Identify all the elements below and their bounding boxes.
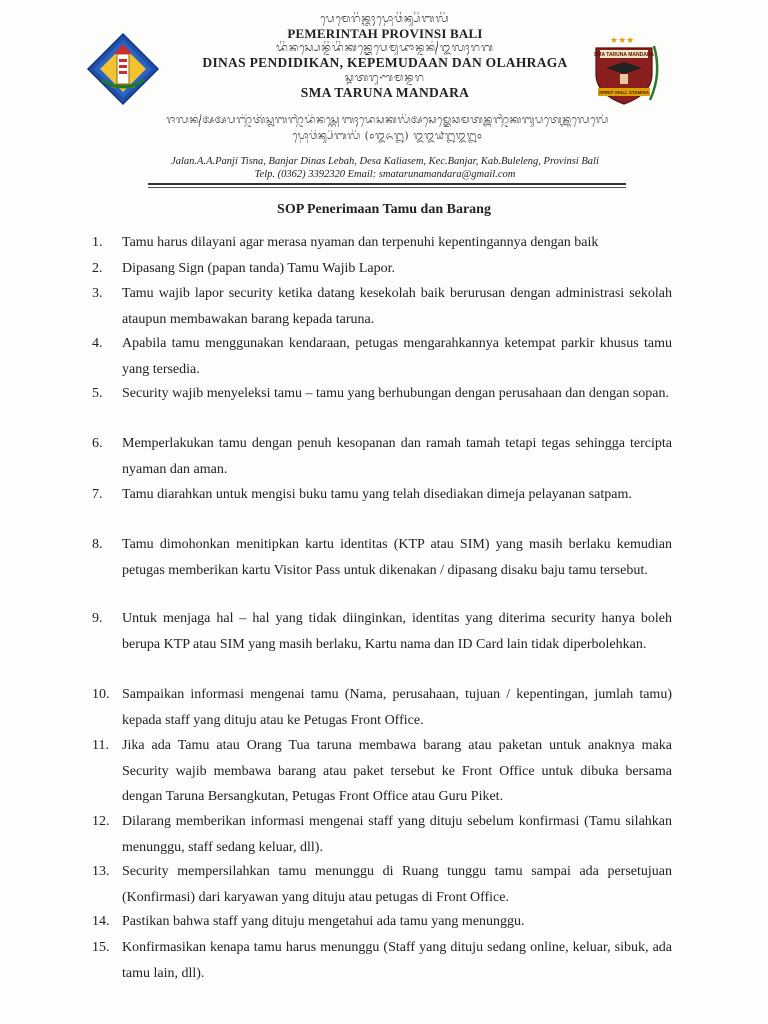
item-text: Tamu dimohonkan menitipkan kartu identitas (KTP atau SIM) yang masih berlaku kemudian petugas memberikan kartu Visitor Pass untuk dikenakan / dipasang disaku baju tamu tersebut. [122, 537, 672, 578]
item-text: Dilarang memberikan informasi mengenai staff yang dituju sebelum konfirmasi (Tamu silahkan menunggu, staff sedang keluar, dll). [122, 814, 672, 855]
item-text: Pastikan bahwa staff yang dituju mengetahui ada tamu yang menunggu. [122, 914, 525, 929]
item-number: 15. [92, 940, 110, 955]
item-number: 12. [92, 814, 110, 829]
item-text: Konfirmasikan kenapa tamu harus menunggu (Staff yang dituju sedang online, keluar, sibuk, ada tamu lain, dll). [122, 940, 672, 981]
item-number: 14. [92, 914, 110, 929]
item-text: Untuk menjaga hal – hal yang tidak diinginkan, identitas yang diterima security hanya boleh berupa KTP atau SIM yang masih berlaku, Kartu nama dan ID Card lain tidak diperbolehkan. [122, 611, 672, 652]
item-number: 4. [92, 336, 103, 351]
item-text: Tamu harus dilayani agar merasa nyaman dan terpenuhi kepentingannya dengan baik [122, 235, 599, 250]
school-name: SMA TARUNA MANDARA [300, 85, 470, 100]
item-number: 2. [92, 261, 103, 276]
item-number: 10. [92, 687, 110, 702]
item-number: 5. [92, 386, 103, 401]
document-title: SOP Penerimaan Tamu dan Barang [277, 202, 491, 217]
item-number: 7. [92, 487, 103, 502]
item-text: Jika ada Tamu atau Orang Tua taruna membawa barang atau paketan untuk anaknya maka Security wajib membawa barang atau paket tersebut ke Front Office untuk dibuka bersama dengan Taruna Bersangkutan, Petugas Front Office atau Guru Piket. [122, 738, 672, 804]
balinese-address-line-1: ᬚᬮᬦ᭄ᬅᬅᬧᬜ᭄ᬚᬶᬢᬶᬲ᭄ᬦᬩᬜ᭄ᬚᬃᬤᬶᬦᬲ᭄ᬮᬾᬩᬄᬤᬾᬲᬓᬮᬶᬅᬲᬾᬫ᭄ᬓᬾᬘᬫᬢᬦ᭄ᬩᬜ᭄ᬚᬃᬓᬩᬸᬧᬢᬾᬦ᭄ᬩᬸᬮᬾᬮᬾᬂ [166, 114, 609, 126]
balinese-gov-line: ᬧᬾᬫᬾᬭᬶᬦ᭄ᬢᬄᬧ᭄ᬭᭀᬯᬶᬦ᭄ᬲᬶᬩᬮᬶ [320, 12, 450, 25]
item-text: Dipasang Sign (papan tanda) Tamu Wajib Lapor. [122, 261, 396, 276]
address-line: Jalan.A.A.Panji Tisna, Banjar Dinas Lebah, Desa Kaliasem, Kec.Banjar, Kab.Buleleng, Provinsi Bali [171, 156, 599, 167]
contact-line: Telp. (0362) 3392320 Email: smatarunamandara@gmail.com [254, 169, 516, 180]
item-number: 3. [92, 286, 103, 301]
item-text: Security mempersilahkan tamu menunggu di Ruang tunggu tamu sampai ada persetujuan (Konfirmasi) dari karyawan yang dituju atau petugas di Front Office. [122, 864, 672, 905]
letterhead-divider-thick [148, 183, 626, 185]
letterhead [150, 12, 620, 101]
item-number: 6. [92, 436, 103, 451]
item-text: Security wajib menyeleksi tamu – tamu yang berhubungan dengan perusahaan dan dengan sopan. [122, 386, 670, 401]
right-logo-text: SMA TARUNA MANDARA [593, 52, 655, 58]
letterhead-divider-thin [148, 187, 626, 188]
item-text: Tamu diarahkan untuk mengisi buku tamu yang telah disediakan dimeja pelayanan satpam. [122, 487, 632, 502]
item-number: 11. [92, 738, 109, 753]
balinese-dept-line: ᬤᬶᬦᬲ᭄ᬧᬾᬦ᭄ᬤᬶᬤᬶᬓᬦ᭄ᬓᬾᬧᬾᬫᬸᬤᬵᬦ᭄ᬤᬦ᭄ᬑᬮᬄᬭᬕ [276, 41, 494, 54]
department-name: DINAS PENDIDIKAN, KEPEMUDAAN DAN OLAHRAGA [202, 55, 568, 70]
item-text: Apabila tamu menggunakan kendaraan, petugas mengarahkannya ketempat parkir khusus tamu yang tersedia. [122, 336, 672, 377]
item-text: Memperlakukan tamu dengan penuh kesopanan dan ramah tamah tetapi tegas sehingga tercipta nyaman dan aman. [122, 436, 672, 477]
item-number: 13. [92, 864, 110, 879]
item-number: 9. [92, 611, 103, 626]
item-number: 8. [92, 537, 103, 552]
balinese-school-line: ᬲ᭄ᬫᬢᬭᬸᬡᬫᬦ᭄ᬤᬭ [345, 71, 425, 84]
item-text: Tamu wajib lapor security ketika datang kesekolah baik berurusan dengan administrasi sekolah ataupun membawakan barang kepada taruna. [122, 286, 672, 327]
item-number: 1. [92, 235, 103, 250]
svg-text:★★★: ★★★ [610, 36, 635, 46]
government-name: PEMERINTAH PROVINSI BALI [287, 26, 483, 41]
school-address [120, 155, 650, 181]
item-text: Sampaikan informasi mengenai tamu (Nama, perusahaan, tujuan / kepentingan, jumlah tamu) kepada staff yang dituju atau ke Petugas Front Office. [122, 687, 672, 728]
balinese-address-line-2: ᬧ᭄ᬭᭀᬯᬶᬦ᭄ᬲᬶᬩᬮᬶ (᭐᭓᭖᭒) ᭓᭓᭙᭒᭓᭒᭐ [292, 130, 483, 142]
right-logo-motto: SPIRIT SKILL STAMINA [598, 90, 650, 95]
